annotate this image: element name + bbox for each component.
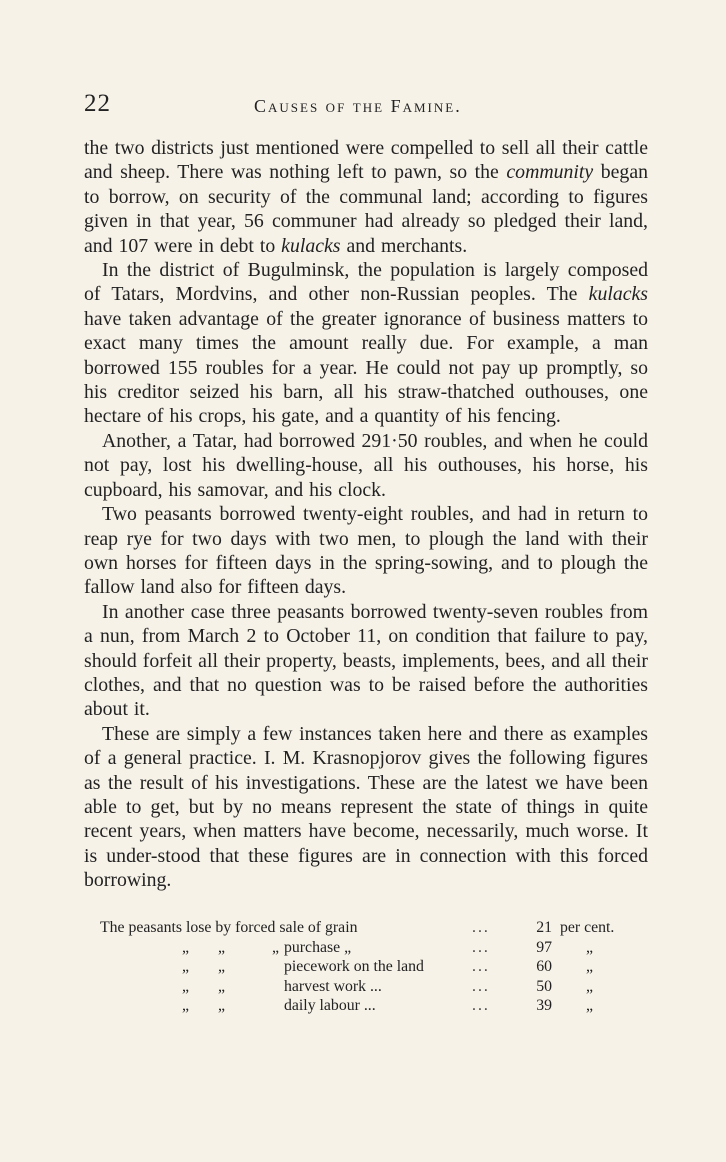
row-unit: „	[586, 958, 594, 975]
paragraph	[84, 429, 648, 502]
text-segment: have taken advantage of the greater ignorance of business matters to exact many times the amount really due. For example, a man borrowed 155 roubles for a year. He could not pay up promptly, so his creditor seized his barn, all his straw-thatched outhouses, one hectare of his crops, his gate, and a quantity of his fencing.	[84, 307, 648, 428]
ditto-mark: „	[272, 938, 280, 956]
ditto-mark: „	[182, 997, 190, 1014]
ditto-mark: „	[218, 938, 226, 956]
row-unit: „	[586, 977, 594, 995]
row-description: piecework on the land	[284, 958, 424, 975]
row-value: 21	[536, 919, 552, 936]
table-row	[100, 977, 650, 997]
text-segment: In the district of Bugulminsk, the population is largely composed of Tatars, Mordvins, and other non-Russian peoples. The	[84, 259, 648, 306]
text-segment: In another case three peasants borrowed twenty-seven roubles from a nun, from March 2 to October 11, on condition that failure to pay, should forfeit all their property, beasts, implements, bees, and all their clothes, and that no question was to be raised before the authorities about it.	[84, 600, 648, 721]
row-unit: „	[586, 997, 594, 1014]
text-segment: the two districts just mentioned were compelled to sell all their cattle and sheep. There was nothing left to pawn, so the	[84, 137, 648, 184]
row-description: daily labour ...	[284, 997, 376, 1014]
ditto-mark: „	[182, 977, 190, 995]
ditto-mark: „	[218, 997, 226, 1014]
ditto-mark: „	[218, 958, 226, 975]
text-segment: Another, a Tatar, had borrowed 291·50 roubles, and when he could not pay, lost his dwelling-house, all his outhouses, his horse, his cupboard, his samovar, and his clock.	[84, 429, 648, 501]
row-label: The peasants lose by forced sale of grain	[100, 919, 358, 936]
leader-dots: ...	[472, 938, 490, 956]
paragraph	[84, 600, 648, 722]
paragraph	[84, 258, 648, 429]
italic-term: kulacks	[281, 234, 341, 257]
text-segment: Two peasants borrowed twenty-eight roubles, and had in return to reap rye for two days with two men, to plough the land with their own horses for fifteen days in the spring-sowing, and to plough the fallow land also for fifteen days.	[84, 503, 648, 599]
page-header	[84, 90, 654, 120]
table-row	[100, 957, 650, 977]
statistics-table	[100, 918, 650, 1016]
row-unit: „	[586, 938, 594, 956]
row-description: purchase „	[284, 938, 352, 956]
paragraph	[84, 136, 648, 258]
table-row	[100, 996, 650, 1016]
leader-dots: ...	[472, 958, 490, 975]
running-head: Causes of the Famine.	[254, 96, 462, 116]
row-value: 50	[536, 977, 552, 995]
row-value: 97	[536, 938, 552, 956]
leader-dots: ...	[472, 997, 490, 1014]
table-row	[100, 918, 650, 938]
ditto-mark: „	[218, 977, 226, 995]
paragraph	[84, 722, 648, 893]
page-number: 22	[84, 90, 111, 117]
ditto-mark: „	[182, 938, 190, 956]
italic-term: community	[506, 161, 594, 184]
body-text	[84, 136, 648, 893]
text-segment: and merchants.	[340, 234, 468, 257]
text-segment: These are simply a few instances taken here and there as examples of a general practice. I. M. Krasnopjorov gives the following figures as the result of his investigations. These are the latest we have been able to get, but by no means represent the state of things in quite recent years, when matters have become, necessarily, much worse. It is under-stood that these figures are in connection with this forced borrowing.	[84, 722, 648, 892]
row-unit: per cent.	[560, 919, 615, 936]
row-value: 39	[536, 997, 552, 1014]
row-value: 60	[536, 958, 552, 975]
paragraph	[84, 502, 648, 600]
ditto-mark: „	[182, 958, 190, 975]
italic-term: kulacks	[588, 283, 648, 306]
leader-dots: ...	[472, 977, 490, 995]
table-row	[100, 938, 650, 958]
row-description: harvest work ...	[284, 977, 382, 995]
text-segment: began to borrow, on security of the communal land; according to figures given in that year, 56 communer had already so pledged their land, and 107 were in debt to	[84, 161, 648, 257]
leader-dots: ...	[472, 919, 490, 936]
